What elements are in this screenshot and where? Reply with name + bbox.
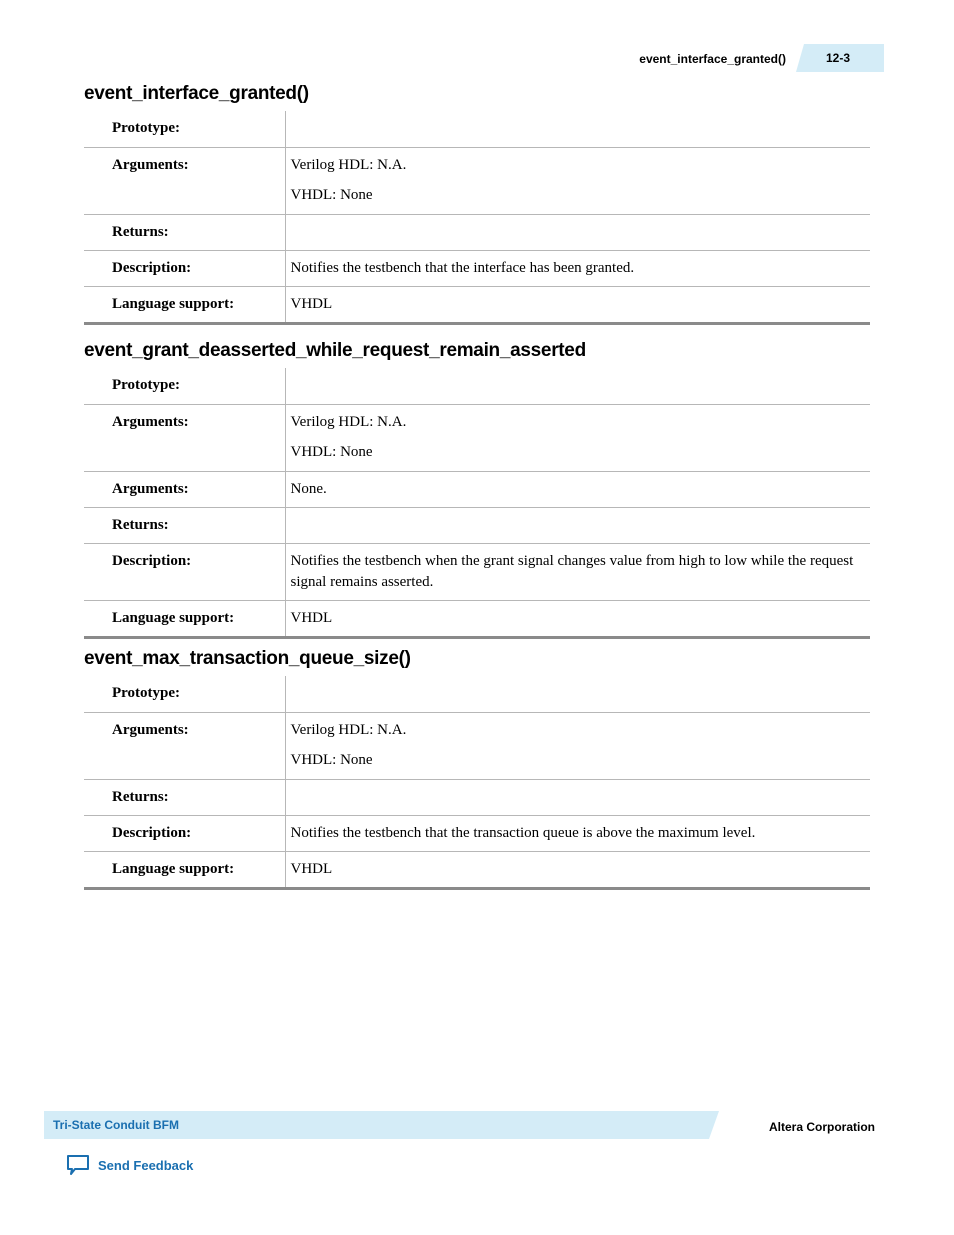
row-value — [285, 111, 870, 147]
value-line: Verilog HDL: N.A. — [290, 156, 407, 173]
table-row — [84, 507, 870, 543]
value-line: Notifies the testbench that the interface has been granted. — [290, 259, 635, 276]
value-line: Verilog HDL: N.A. — [290, 721, 407, 738]
row-value — [285, 368, 870, 404]
speech-bubble-icon — [66, 1154, 90, 1176]
value-line: Notifies the testbench that the transaction queue is above the maximum level. — [290, 824, 756, 841]
value-line: VHDL: None — [290, 186, 373, 203]
value-line: Notifies the testbench when the grant signal changes value from high to low while the request signal remains asserted. — [290, 552, 854, 590]
value-line: VHDL — [290, 609, 333, 626]
section-event-grant-deasserted — [84, 340, 870, 639]
row-label: Description: — [84, 250, 285, 286]
row-label: Returns: — [84, 507, 285, 543]
row-value — [285, 214, 870, 250]
row-label: Prototype: — [84, 368, 285, 404]
row-label: Description: — [84, 815, 285, 851]
row-value — [285, 676, 870, 712]
row-value — [285, 779, 870, 815]
table-end-rule — [84, 887, 870, 890]
footer-document-title: Tri-State Conduit BFM — [53, 1118, 179, 1132]
table-row — [84, 779, 870, 815]
table-row — [84, 600, 870, 636]
row-label: Arguments: — [84, 712, 285, 779]
row-value — [285, 600, 870, 636]
section-event-interface-granted — [84, 83, 870, 325]
row-value — [285, 712, 870, 779]
table-row — [84, 712, 870, 779]
row-label: Prototype: — [84, 111, 285, 147]
row-label: Language support: — [84, 286, 285, 322]
table-row — [84, 543, 870, 600]
table-end-rule — [84, 322, 870, 325]
row-value — [285, 815, 870, 851]
running-header-title: event_interface_granted() — [639, 52, 786, 66]
table-end-rule — [84, 636, 870, 639]
row-label: Language support: — [84, 600, 285, 636]
table-row — [84, 111, 870, 147]
row-label: Arguments: — [84, 404, 285, 471]
table-row — [84, 147, 870, 214]
table-row — [84, 815, 870, 851]
value-line: VHDL — [290, 295, 333, 312]
row-value — [285, 471, 870, 507]
section-title: event_grant_deasserted_while_request_remain_asserted — [84, 340, 586, 361]
table-row — [84, 404, 870, 471]
section-event-max-transaction-queue-size — [84, 648, 870, 890]
row-label: Arguments: — [84, 471, 285, 507]
table-row — [84, 250, 870, 286]
send-feedback-label[interactable]: Send Feedback — [98, 1157, 194, 1173]
value-line: Verilog HDL: N.A. — [290, 413, 407, 430]
row-value — [285, 543, 870, 600]
value-line: VHDL: None — [290, 751, 373, 768]
table-row — [84, 471, 870, 507]
table-row — [84, 368, 870, 404]
row-value — [285, 404, 870, 471]
row-value — [285, 286, 870, 322]
section-title: event_max_transaction_queue_size() — [84, 648, 411, 669]
value-line: None. — [290, 480, 327, 497]
row-value — [285, 250, 870, 286]
row-label: Description: — [84, 543, 285, 600]
table-row — [84, 676, 870, 712]
section-title: event_interface_granted() — [84, 83, 309, 104]
table-row — [84, 851, 870, 887]
row-label: Prototype: — [84, 676, 285, 712]
row-value — [285, 507, 870, 543]
api-table — [84, 676, 870, 887]
row-label: Arguments: — [84, 147, 285, 214]
row-label: Returns: — [84, 779, 285, 815]
row-value — [285, 147, 870, 214]
table-row — [84, 214, 870, 250]
row-label: Language support: — [84, 851, 285, 887]
row-label: Returns: — [84, 214, 285, 250]
api-table — [84, 111, 870, 322]
send-feedback-link[interactable] — [66, 1154, 193, 1176]
page-number: 12-3 — [826, 51, 851, 65]
row-value — [285, 851, 870, 887]
value-line: VHDL — [290, 860, 333, 877]
table-row — [84, 286, 870, 322]
footer-company: Altera Corporation — [768, 1120, 875, 1134]
api-table — [84, 368, 870, 636]
value-line: VHDL: None — [290, 443, 373, 460]
